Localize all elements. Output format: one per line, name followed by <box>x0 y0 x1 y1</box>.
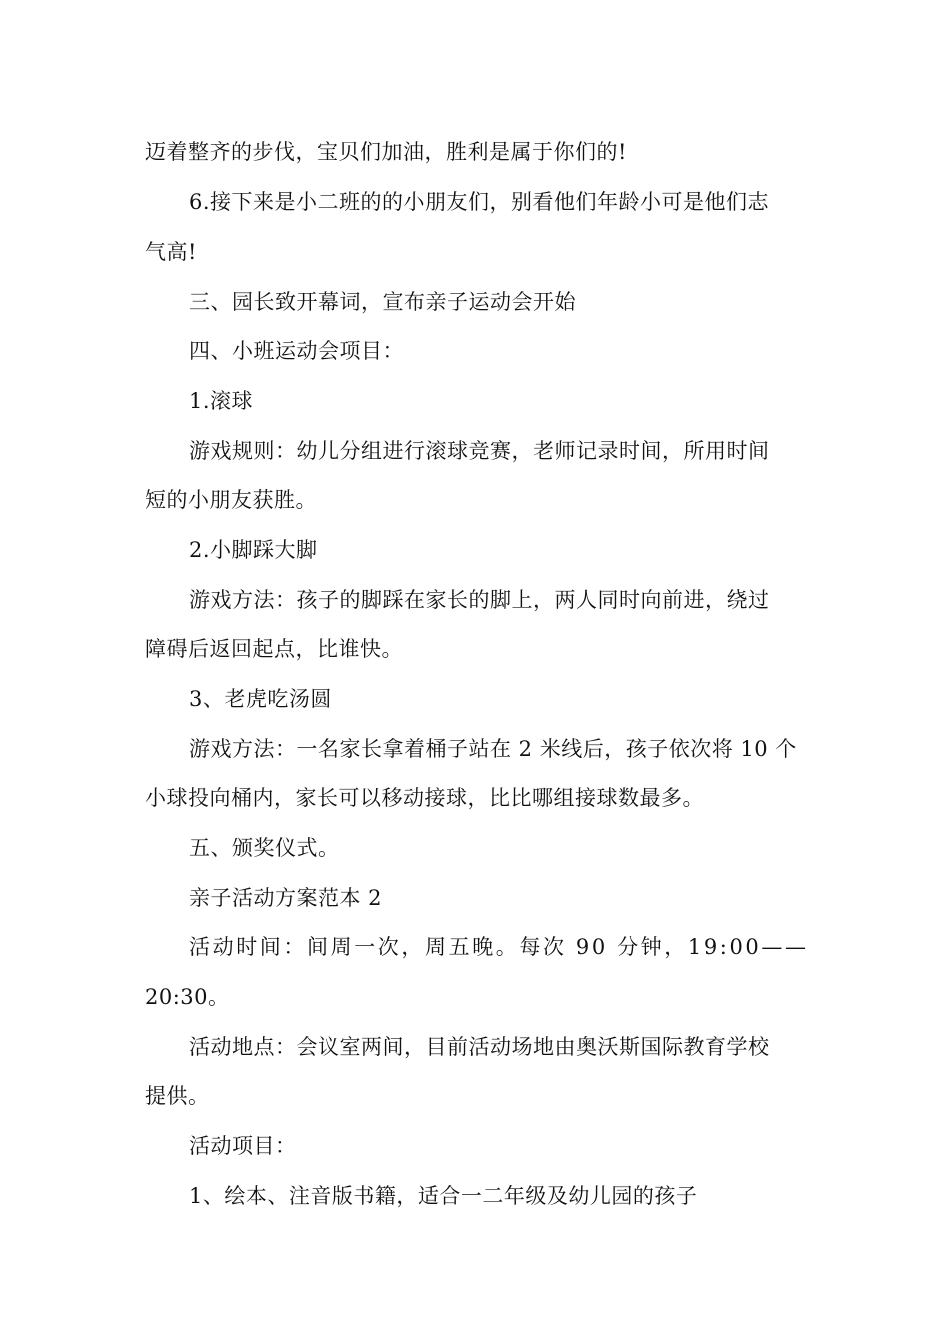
item-title: 3、老虎吃汤圆 <box>189 687 332 711</box>
item-title: 2.小脚踩大脚 <box>189 538 318 562</box>
text-line: 活动地点：会议室两间，目前活动场地由奥沃斯国际教育学校 <box>189 1035 770 1059</box>
text-line: 6.接下来是小二班的的小朋友们，别看他们年龄小可是他们志 <box>189 190 770 214</box>
text-line: 1、绘本、注音版书籍，适合一二年级及幼儿园的孩子 <box>189 1184 698 1208</box>
text-line: 游戏方法：一名家长拿着桶子站在 2 米线后，孩子依次将 10 个 <box>189 737 797 761</box>
text-line: 游戏规则：幼儿分组进行滚球竞赛，老师记录时间，所用时间 <box>189 439 770 463</box>
text-line: 迈着整齐的步伐，宝贝们加油，胜利是属于你们的! <box>145 140 627 164</box>
text-line: 20:30。 <box>145 985 230 1009</box>
text-line: 活动时间：间周一次，周五晚。每次 90 分钟，19:00—— <box>189 935 809 959</box>
text-line: 气高! <box>145 240 197 264</box>
text-line: 提供。 <box>145 1084 210 1108</box>
section-heading: 三、园长致开幕词，宣布亲子运动会开始 <box>189 290 576 314</box>
section-heading: 四、小班运动会项目： <box>189 339 404 363</box>
item-title: 1.滚球 <box>189 389 254 413</box>
document-subtitle: 亲子活动方案范本 2 <box>189 886 383 910</box>
text-line: 游戏方法：孩子的脚踩在家长的脚上，两人同时向前进，绕过 <box>189 588 770 612</box>
section-heading: 五、颁奖仪式。 <box>189 836 340 860</box>
text-line: 小球投向桶内，家长可以移动接球，比比哪组接球数最多。 <box>145 786 704 810</box>
text-line: 短的小朋友获胜。 <box>145 488 317 512</box>
text-line: 活动项目： <box>189 1134 297 1158</box>
text-line: 障碍后返回起点，比谁快。 <box>145 637 403 661</box>
